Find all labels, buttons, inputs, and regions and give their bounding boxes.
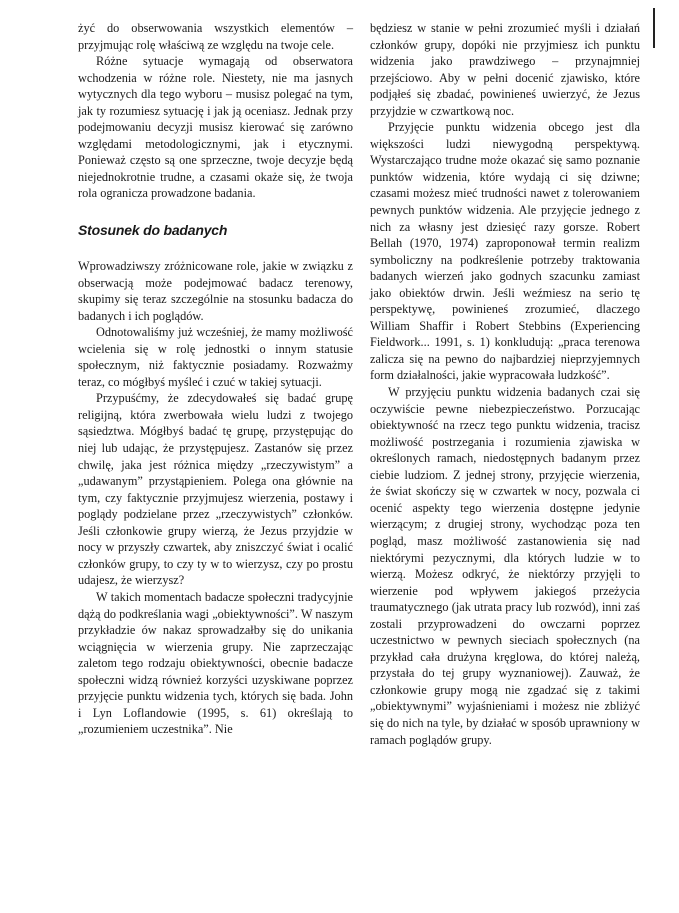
page-edge-mark [653,8,655,48]
left-column [78,20,353,738]
paragraph: Różne sytuacje wymagają od obserwatora wchodzenia w różne role. Niestety, nie ma jasnych wytycznych dla tego wyboru – musisz polegać na tym, jak ty rozumiesz sytuację i jak ją oceniasz. Jednak przy podejmowaniu decyzji musisz kierować się zarówno względami metodologicznymi, jak i etycznymi. Ponieważ często są one sprzeczne, twoje decyzje będą niejednokrotnie trudne, a czasami okaże się, że twoja rola ogranicza prowadzone badania. [78,54,353,201]
paragraph: Przyjęcie punktu widzenia obcego jest dla większości ludzi niewygodną perspektywą. Wystarczająco trudne może okazać się samo poznanie punktów widzenia, które wydają ci się dziwne; czasami możesz mieć trudności nawet z tolerowaniem pewnych punktów widzenia. Ale przyjęcie jednego z nich za własny jest dziesięć razy gorsze. Robert Bellah (1970, 1974) zaproponował termin realizm symboliczny na podkreślenie potrzeby traktowania badanych wierzeń jako godnych szacunku zamiast jako obiektów drwin. Jeśli weźmiesz na serio tę perspektywę, powinieneś zrozumieć, dlaczego William Shaffir i Robert Stebbins (Experiencing Fieldwork... 1991, s. 1) konkludują: „praca terenowa zalicza się na pewno do najbardziej nieprzyjemnych form działalności, jakie wypracowała ludzkość”. [370,120,640,383]
paragraph: Przypuśćmy, że zdecydowałeś się badać grupę religijną, która zwerbowała wielu ludzi z twojego sąsiedztwa. Mógłbyś badać tę grupę, przystępując do niej lub udając, że przystępujesz. Zastanów się przez chwilę, jaka jest różnica między „rzeczywistym” a „udawanym” przystąpieniem. Polega ona głównie na tym, czy faktycznie przyjmujesz wierzenia, postawy i poglądy podzielane przez „rzeczywistych” członków. Jeśli członkowie grupy wierzą, że Jezus przyjdzie w nocy w przyszły czwartek, aby zniszczyć świat i ocalić członków grupy, to czy ty w to wierzysz, czy po prostu udajesz, że wierzysz? [78,391,353,588]
right-column [370,20,640,748]
section-heading: Stosunek do badanych [78,222,228,239]
paragraph: Wprowadziwszy zróżnicowane role, jakie w związku z obserwacją może podejmować badacz terenowy, skupimy się teraz szczególnie na stosunku badacza do badanych i ich poglądów. [78,259,353,323]
paragraph: żyć do obserwowania wszystkich elementów – przyjmując rolę właściwą ze względu na twoje cele. [78,21,353,52]
paragraph: Odnotowaliśmy już wcześniej, że mamy możliwość wcielenia się w rolę jednostki o innym statusie społecznym, niż faktycznie posiadamy. Rozważmy teraz, co mógłbyś myśleć i czuć w takiej sytuacji. [78,325,353,389]
paragraph: będziesz w stanie w pełni zrozumieć myśli i działań członków grupy, dopóki nie przyjmiesz ich punktu widzenia jako prawdziwego – przynajmniej przejściowo. Aby w pełni docenić zjawisko, które podjąłeś się zbadać, powinieneś uwierzyć, że Jezus przyjdzie w czwartkową noc. [370,21,640,118]
paragraph: W takich momentach badacze społeczni tradycyjnie dążą do podkreślania wagi „obiektywności”. W naszym przykładzie ów nakaz sprowadzałby się do unikania wciągnięcia w wierzenia grupy. Nie zaprzeczając zaletom tego rodzaju obiektywności, obecnie badacze społeczni widzą również korzyści uzyskiwane poprzez przyjęcie punktu widzenia tych, których się bada. John i Lyn Loflandowie (1995, s. 61) określają to „rozumieniem uczestnika”. Nie [78,589,353,737]
paragraph: W przyjęciu punktu widzenia badanych czai się oczywiście pewne niebezpieczeństwo. Porzucając obiektywność na rzecz tego punktu widzenia, tracisz możliwość postrzegania i rozumienia zjawiska w określonych ramach, niedostępnych badanym przez ciebie ludziom. Z jednej strony, przyjęcie wierzenia, że świat skończy się w czwartek w nocy, pozwala ci ocenić aspekty tego wierzenia dostępne jedynie wierzącym; z drugiej strony, wychodząc poza ten pogląd, masz możliwość zastanowienia się nad niektórymi pezycznymi, dla których ludzie w to wierzą. Możesz odkryć, że niektórzy przyjęli to wierzenie pod wpływem jakiegoś przeżycia traumatycznego (jak utrata pracy lub rozwód), inni zaś zostali przyprowadzeni do owczarni poprzez uczestnictwo w pewnych sieciach społecznych (na przykład cała drużyna kręglowa, do której należą, przystała do tej grupy wyznaniowej). Zauważ, że członkowie grupy mogą nie zgadzać się z takimi „obiektywnymi” wyjaśnieniami i możesz nie zbliżyć się do nich na tyle, by działać w sposób uprawniony w ramach poglądów grupy. [370,385,640,747]
